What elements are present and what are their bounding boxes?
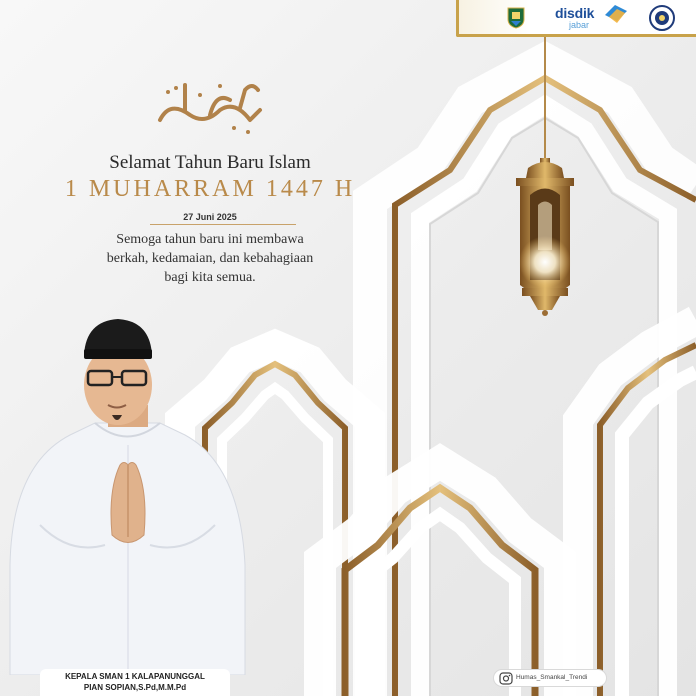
principal-title: KEPALA SMAN 1 KALAPANUNGGAL [65, 672, 205, 681]
message-line: berkah, kedamaian, dan kebahagiaan [106, 251, 314, 266]
school-emblem-icon [649, 5, 675, 31]
instagram-icon [499, 672, 513, 685]
disdik-jabar-logo [555, 3, 635, 33]
greeting-title: Selamat Tahun Baru Islam [109, 152, 311, 173]
date-divider [150, 224, 296, 225]
principal-portrait [0, 315, 250, 675]
greeting-date: 27 Juni 2025 [183, 212, 237, 222]
social-handle-badge [493, 669, 607, 687]
muharram-heading: 1 MUHARRAM 1447 H [64, 176, 356, 202]
message-line: Semoga tahun baru ini membawa [116, 232, 304, 247]
greeting-message [0, 230, 420, 287]
logo-bar [456, 0, 696, 37]
principal-caption [40, 669, 230, 696]
calligraphy-drawing [150, 70, 270, 140]
lantern [516, 158, 574, 316]
disdik-mark-icon [603, 3, 629, 25]
west-java-crest-icon [507, 7, 525, 29]
muharram-calligraphy [150, 70, 270, 140]
social-handle: Humas_Smankal_Trendi [516, 674, 588, 681]
principal-name: PIAN SOPIAN,S.Pd,M.M.Pd [83, 683, 187, 692]
disdik-region: jabar [569, 20, 590, 30]
disdik-name: disdik [555, 5, 595, 21]
message-line: bagi kita semua. [164, 270, 256, 285]
